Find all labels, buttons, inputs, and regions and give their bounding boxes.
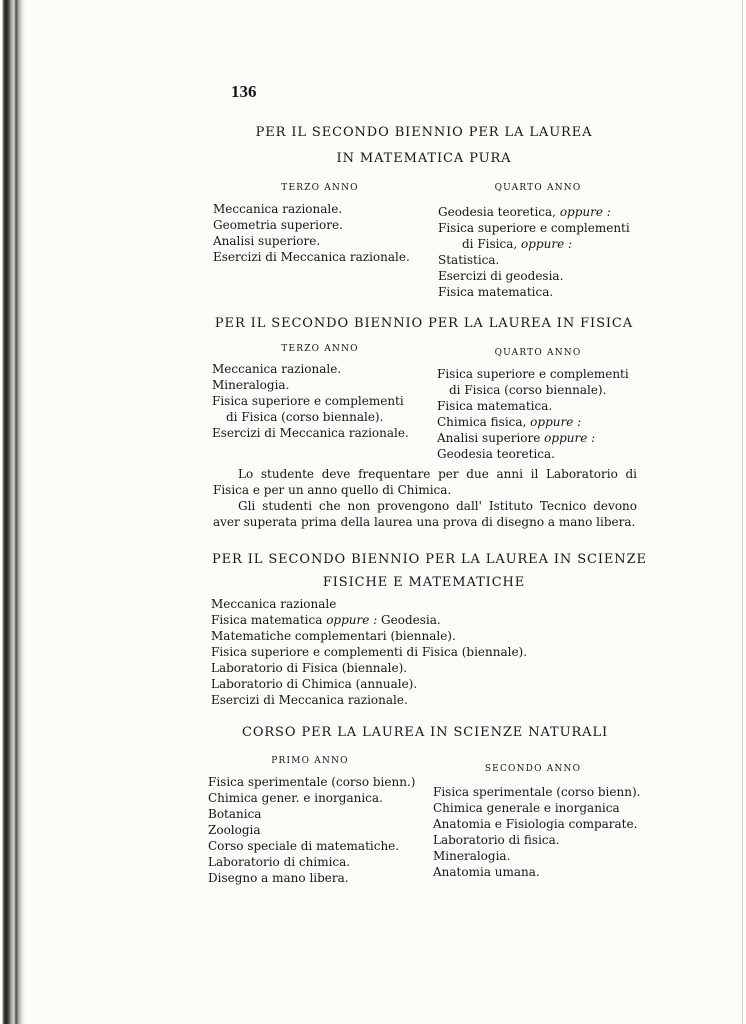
heading-matematica-line1: PER IL SECONDO BIENNIO PER LA LAUREA [255,125,593,140]
list-item: Fisica superiore e complementi [212,394,404,408]
course-list-secondo-anno [433,784,641,880]
binding-edge [0,0,26,1024]
course-list-primo-anno [208,774,415,886]
course-list-quarto-anno [437,366,629,462]
heading-scienze-line1: PER IL SECONDO BIENNIO PER LA LAUREA IN SCIENZE [212,552,647,567]
course-list-terzo-anno [212,361,409,441]
list-item: Analisi superiore. [213,234,321,248]
list-item: Analisi superiore oppure : [437,431,596,445]
list-item: Botanica [208,807,262,821]
list-item: Laboratorio di Fisica (biennale). [211,661,408,675]
list-item: Chimica generale e inorganica [433,801,620,815]
heading-naturali: CORSO PER LA LAUREA IN SCIENZE NATURALI [241,725,609,740]
subheading-primo-anno: PRIMO ANNO [271,756,349,766]
list-item: Anatomia umana. [433,865,540,879]
list-item: Laboratorio di Chimica (annuale). [211,677,418,691]
list-item: Meccanica razionale [211,597,337,611]
list-item: Geodesia teoretica. [437,447,555,461]
list-item: di Fisica (corso biennale). [449,383,607,397]
list-item: Matematiche complementari (biennale). [211,629,456,643]
course-list-scienze [211,596,527,708]
note-laboratorio: Lo studente deve frequentare per due anni il Laboratorio di Fisica e per un anno quello di Chimica. [213,467,637,497]
list-item: Geometria superiore. [213,218,343,232]
subheading-quarto-anno: QUARTO ANNO [494,348,582,358]
list-item: Anatomia e Fisiologia comparate. [433,817,638,831]
list-item: Meccanica razionale. [212,362,342,376]
list-item: Esercizi di Meccanica razionale. [213,250,410,264]
subheading-quarto-anno: QUARTO ANNO [494,183,582,193]
list-item: Mineralogia. [433,849,511,863]
list-item: Fisica sperimentale (corso bienn). [433,785,641,799]
list-item: Fisica superiore e complementi di Fisica (biennale). [211,645,528,659]
subheading-secondo-anno: SECONDO ANNO [484,764,582,774]
page-number: 136 [231,82,257,101]
list-item: Statistica. [438,253,500,267]
list-item: Chimica gener. e inorganica. [208,791,383,805]
heading-scienze-line2: FISICHE E MATEMATICHE [322,575,526,590]
list-item: Corso speciale di matematiche. [208,839,400,853]
subheading-terzo-anno: TERZO ANNO [281,183,359,193]
course-list-quarto-anno [438,204,630,300]
list-item: Chimica fisica, oppure : [437,415,582,429]
list-item: Zoologia [208,823,261,837]
list-item: Disegno a mano libera. [208,871,349,885]
heading-matematica-line2: IN MATEMATICA PURA [336,151,512,166]
list-item: di Fisica (corso biennale). [226,410,384,424]
list-item: di Fisica, oppure : [462,237,573,251]
list-item: Fisica matematica oppure : Geodesia. [211,613,441,627]
list-item: Fisica superiore e complementi [437,367,629,381]
list-item: Meccanica razionale. [213,202,343,216]
note-istituto-tecnico: Gli studenti che non provengono dall' Istituto Tecnico devono aver superata prima della laurea una prova di disegno a mano libera. [213,499,637,529]
list-item: Fisica matematica. [437,399,553,413]
page-edge-line [742,0,743,1024]
list-item: Esercizi di Meccanica razionale. [212,426,409,440]
list-item: Fisica superiore e complementi [438,221,630,235]
heading-fisica: PER IL SECONDO BIENNIO PER LA LAUREA IN FISICA [214,316,634,331]
list-item: Esercizi di Meccanica razionale. [211,693,408,707]
list-item: Geodesia teoretica, oppure : [438,205,611,219]
list-item: Mineralogia. [212,378,290,392]
list-item: Fisica sperimentale (corso bienn.) [208,775,416,789]
list-item: Laboratorio di fisica. [433,833,560,847]
list-item: Esercizi di geodesia. [438,269,564,283]
course-list-terzo-anno [213,201,410,265]
list-item: Fisica matematica. [438,285,554,299]
subheading-terzo-anno: TERZO ANNO [281,344,359,354]
list-item: Laboratorio di chimica. [208,855,351,869]
